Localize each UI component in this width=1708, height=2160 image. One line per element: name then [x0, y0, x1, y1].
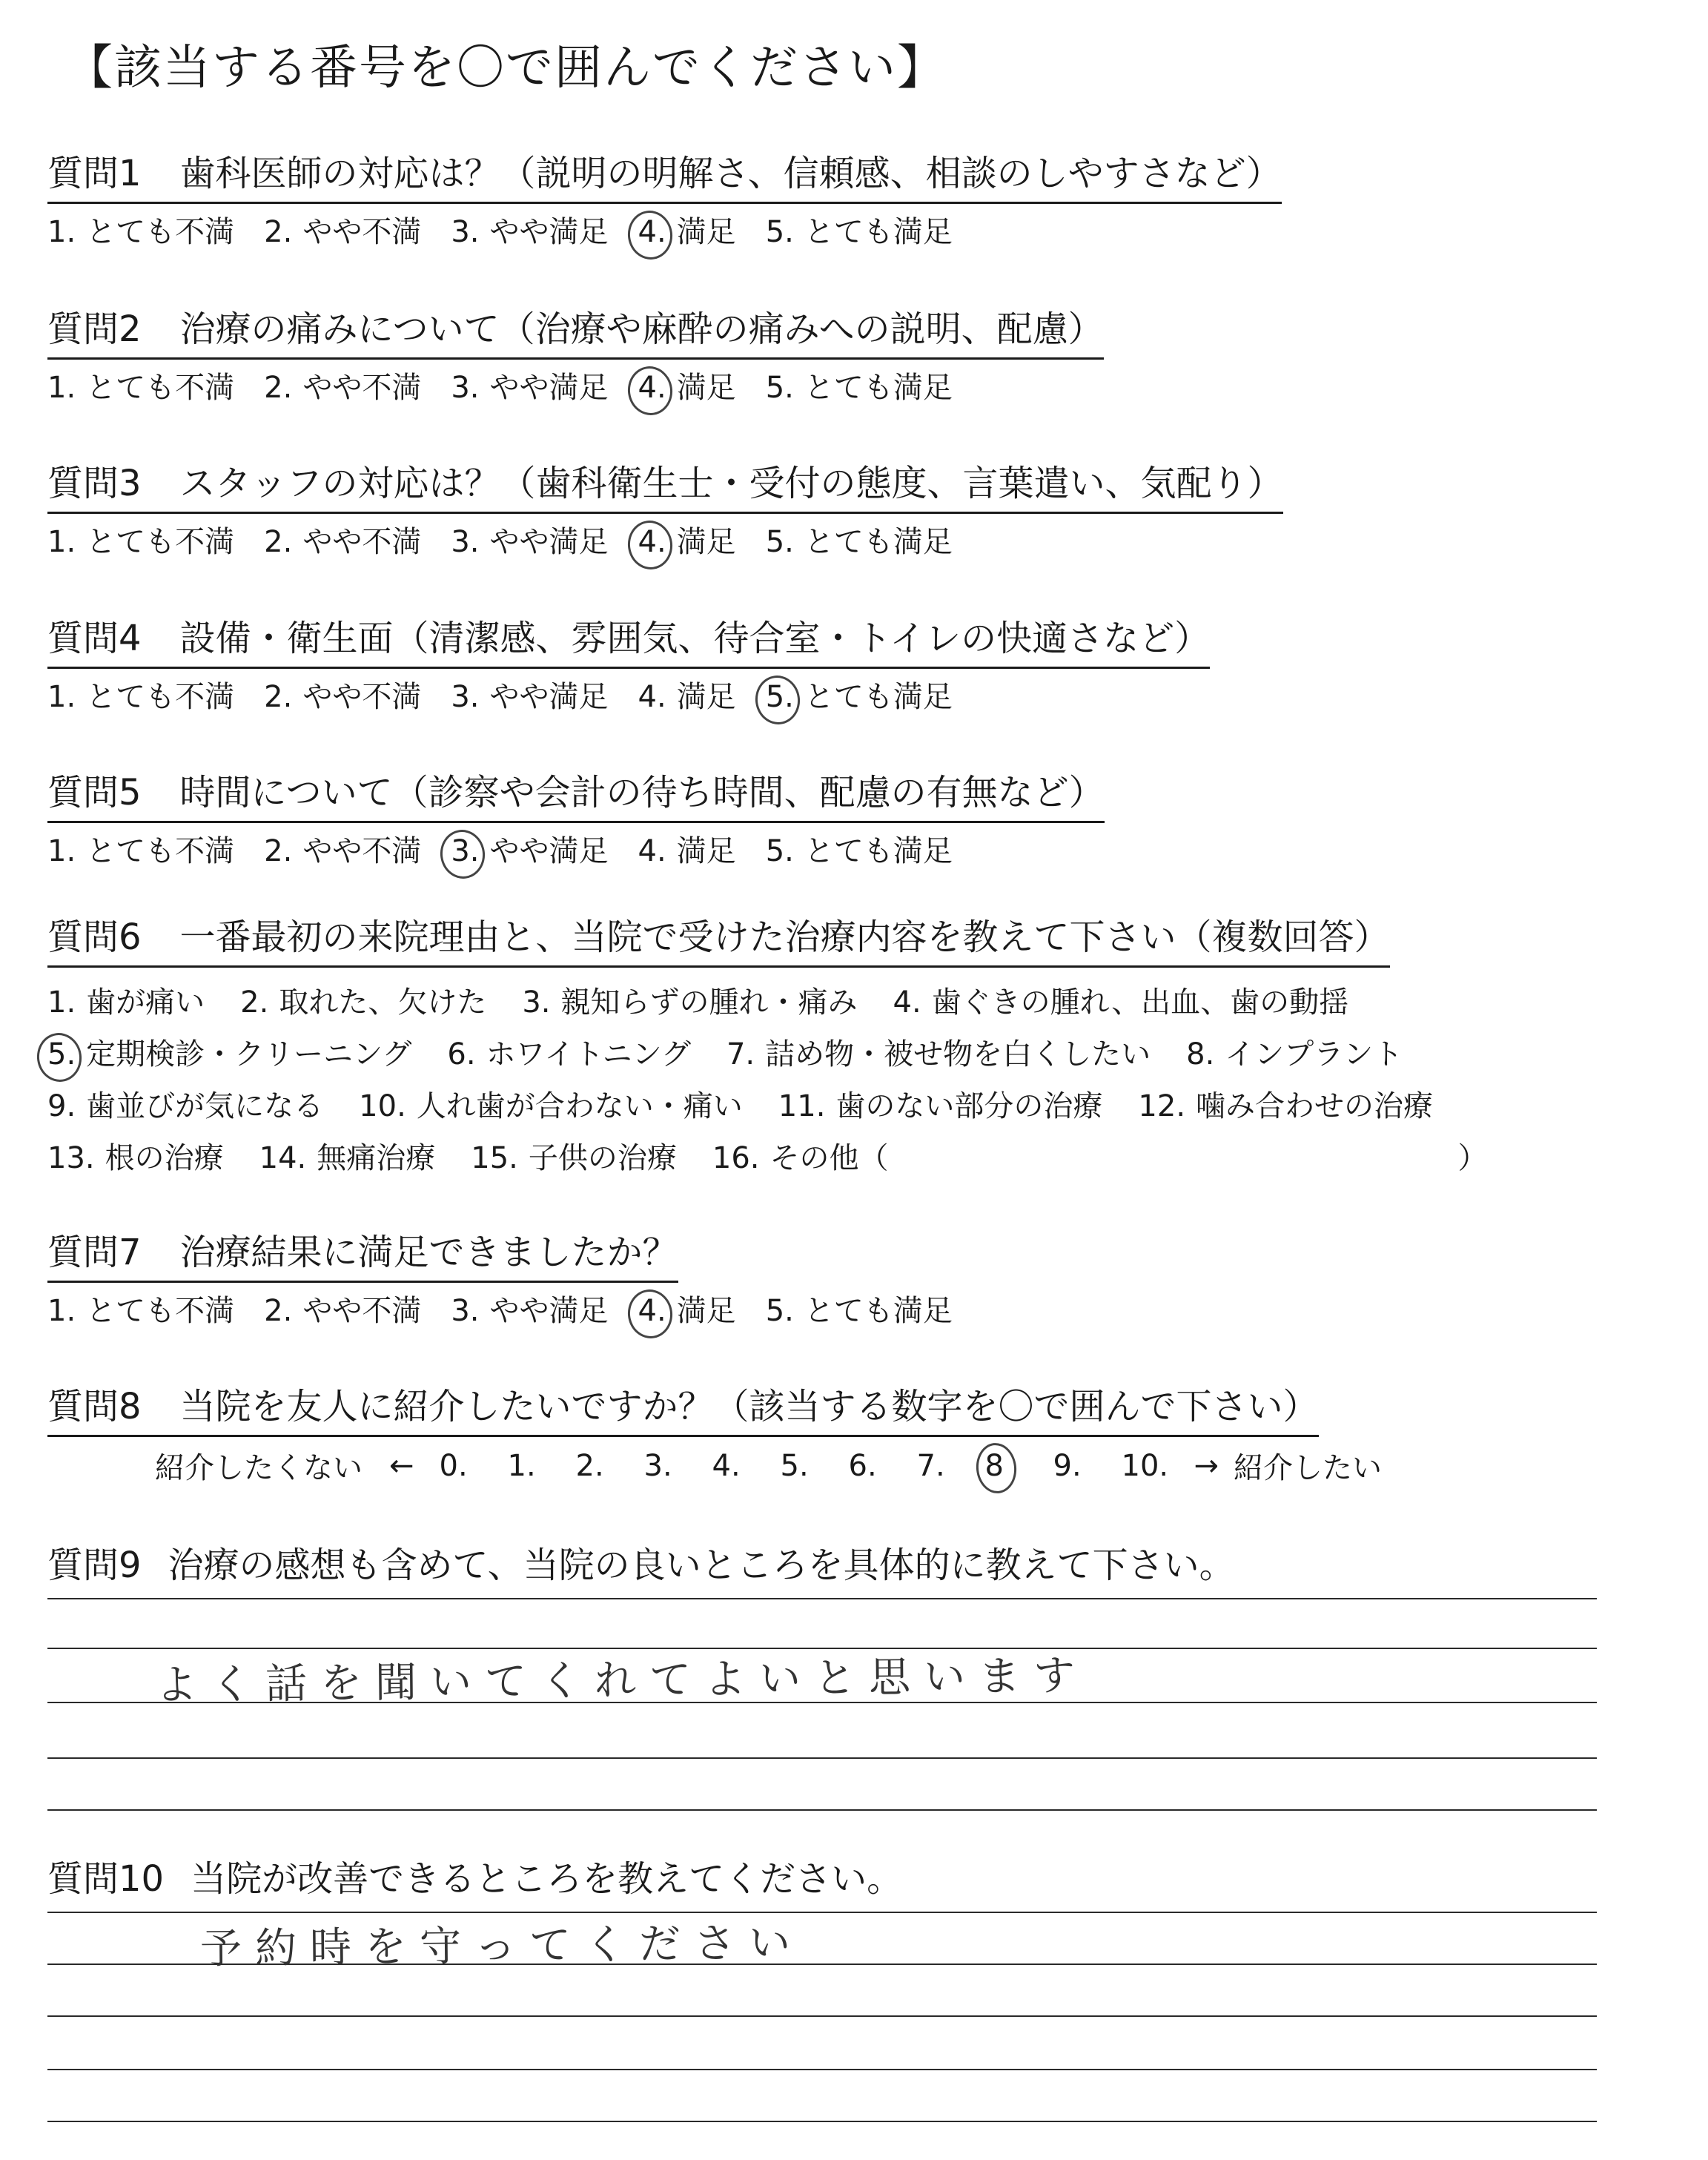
option-number: 1.: [47, 1294, 76, 1328]
rating-option-3[interactable]: [451, 1287, 608, 1330]
scale-right-label: 紹介したい: [1234, 1451, 1383, 1485]
rating-option-2[interactable]: [264, 673, 421, 716]
question-text: 設備・衛生面（清潔感、雰囲気、待合室・トイレの快適さなど）: [179, 618, 1211, 659]
question-7: [47, 1223, 982, 1330]
reason-option-2[interactable]: [240, 979, 486, 1021]
option-label: 取れた、欠けた: [279, 985, 487, 1020]
option-number: 15.: [471, 1140, 518, 1175]
scale-value-2[interactable]: 2.: [575, 1448, 604, 1483]
option-label: とても満足: [804, 371, 953, 405]
question-8: [47, 1378, 1382, 1487]
question-number: 質問7: [47, 1232, 142, 1273]
option-label: やや不満: [302, 1294, 422, 1328]
option-number: 2.: [264, 1294, 293, 1328]
question-8-title: [47, 1378, 1319, 1437]
option-label: やや不満: [302, 215, 422, 249]
option-label: とても不満: [86, 680, 235, 714]
question-6-options: [47, 974, 1488, 1181]
question-number: 質問3: [47, 463, 142, 504]
option-number: 5.: [47, 1037, 76, 1071]
question-10-title: [47, 1850, 902, 1901]
option-label: とても満足: [804, 834, 953, 868]
question-3: [47, 455, 1283, 561]
option-label: 根の治療: [105, 1140, 224, 1175]
option-number: 1.: [47, 680, 76, 714]
option-number: 1.: [47, 371, 76, 405]
option-number: 5.: [765, 834, 794, 868]
question-5-options: [47, 828, 1105, 870]
option-number: 6.: [447, 1037, 476, 1071]
question-1-options: [47, 208, 1282, 251]
scale-value-9[interactable]: 9.: [1053, 1448, 1082, 1483]
rating-option-1[interactable]: [47, 673, 234, 716]
question-7-title: [47, 1223, 678, 1283]
option-number: 16.: [712, 1140, 760, 1175]
scale-value-4[interactable]: 4.: [712, 1448, 741, 1483]
question-number: 質問9: [47, 1545, 142, 1586]
option-number: 4.: [638, 1294, 666, 1328]
right-arrow-icon: →: [1194, 1448, 1219, 1483]
option-number: 9.: [47, 1089, 76, 1123]
answer-line: [47, 1757, 1597, 1759]
scale-left-label: 紹介したくない: [155, 1451, 363, 1485]
option-number: 2.: [264, 680, 293, 714]
question-5-title: [47, 764, 1105, 823]
option-label: 親知らずの腫れ・痛み: [560, 985, 858, 1020]
question-number: 質問4: [47, 618, 142, 659]
option-label: 詰め物・被せ物を白くしたい: [765, 1037, 1151, 1071]
reason-option-10[interactable]: [359, 1083, 743, 1125]
option-label: やや満足: [489, 215, 609, 249]
question-text: 治療の感想も含めて、当院の良いところを具体的に教えて下さい。: [168, 1545, 1235, 1586]
reason-option-7[interactable]: [726, 1031, 1151, 1073]
reason-option-14[interactable]: [259, 1135, 436, 1177]
reason-option-3[interactable]: [522, 979, 857, 1021]
q9-handwritten-answer: よく話を聞いてくれてよいと思います: [155, 1651, 1089, 1710]
reason-option-4[interactable]: [893, 979, 1349, 1021]
question-2-options: [47, 364, 1104, 406]
reason-option-12[interactable]: [1138, 1083, 1433, 1125]
question-3-options: [47, 518, 1283, 561]
rating-option-3[interactable]: [451, 673, 608, 716]
option-label: とても満足: [804, 680, 953, 714]
rating-option-4[interactable]: [638, 364, 736, 406]
option-label: やや不満: [302, 680, 422, 714]
option-number: 14.: [259, 1140, 307, 1175]
option-label: やや満足: [489, 680, 609, 714]
answer-line: [47, 1809, 1597, 1811]
option-label: とても満足: [804, 1294, 953, 1328]
rating-option-1[interactable]: [47, 828, 234, 870]
option-label: 歯ぐきの腫れ、出血、歯の動揺: [931, 985, 1349, 1020]
option-number: 3.: [522, 985, 551, 1020]
rating-option-5[interactable]: [766, 828, 953, 870]
option-label: やや満足: [489, 525, 609, 559]
question-3-title: [47, 455, 1283, 514]
option-label: その他（: [769, 1140, 889, 1175]
scale-value-5[interactable]: 5.: [780, 1448, 809, 1483]
answer-line: [47, 2069, 1597, 2070]
rating-option-1[interactable]: [47, 208, 234, 251]
option-label: とても不満: [86, 834, 235, 868]
option-number: 2.: [240, 985, 269, 1020]
rating-option-4[interactable]: [638, 208, 736, 251]
recommend-scale: [155, 1444, 1382, 1487]
question-7-options: [47, 1287, 982, 1330]
left-arrow-icon: ←: [389, 1448, 414, 1483]
reason-option-15[interactable]: [471, 1135, 677, 1177]
option-number: 4.: [638, 371, 666, 405]
rating-option-3[interactable]: [451, 364, 608, 406]
reason-option-5[interactable]: [47, 1031, 411, 1073]
option-label: とても不満: [86, 371, 235, 405]
rating-option-4[interactable]: [638, 673, 736, 716]
rating-option-5[interactable]: [766, 673, 953, 716]
option-label: インプラント: [1225, 1037, 1403, 1071]
answer-line: [47, 2015, 1597, 2017]
option-row: [47, 974, 1488, 1025]
question-1: [47, 145, 1282, 251]
reason-option-16[interactable]: [712, 1135, 889, 1177]
option-number: 3.: [451, 1294, 480, 1328]
option-label: 満足: [676, 215, 736, 249]
option-number: 4.: [638, 680, 666, 714]
rating-option-5[interactable]: [766, 1287, 953, 1330]
option-number: 5.: [765, 1294, 794, 1328]
option-label: やや満足: [489, 1294, 609, 1328]
option-number: 5.: [765, 680, 794, 714]
question-4-options: [47, 673, 1210, 716]
option-number: 3.: [451, 215, 480, 249]
scale-value-1[interactable]: 1.: [507, 1448, 536, 1483]
question-4: [47, 610, 1210, 716]
question-6-title: [47, 908, 1390, 968]
scale-value-10[interactable]: 10.: [1121, 1448, 1169, 1483]
option-row: [47, 1129, 1488, 1181]
option-label: 人れ歯が合わない・痛い: [416, 1089, 743, 1123]
option-number: 1.: [47, 525, 76, 559]
option-number: 13.: [47, 1140, 95, 1175]
option-label: 子供の治療: [528, 1140, 677, 1175]
option-label: やや不満: [302, 525, 422, 559]
rating-option-2[interactable]: [264, 1287, 421, 1330]
reason-option-11[interactable]: [778, 1083, 1103, 1125]
answer-line: [47, 2121, 1597, 2122]
option-label: とても不満: [86, 1294, 235, 1328]
option-number: 3.: [451, 680, 480, 714]
option-number: 11.: [778, 1089, 826, 1123]
rating-option-3[interactable]: [451, 208, 608, 251]
question-number: 質問10: [47, 1858, 165, 1900]
question-2-title: [47, 300, 1104, 360]
option-number: 5.: [765, 371, 794, 405]
question-text: スタッフの対応は？（歯科衛生士・受付の態度、言葉遣い、気配り）: [179, 463, 1283, 504]
question-text: 治療の痛みについて（治療や麻酔の痛みへの説明、配慮）: [179, 308, 1104, 350]
scale-value-3[interactable]: 3.: [643, 1448, 672, 1483]
option-label: とても不満: [86, 525, 235, 559]
option-label: やや不満: [302, 834, 422, 868]
rating-option-2[interactable]: [264, 828, 421, 870]
option-label: 噛み合わせの治療: [1196, 1089, 1434, 1123]
reason-option-6[interactable]: [447, 1031, 691, 1073]
question-number: 質問8: [47, 1386, 142, 1427]
option-label: やや満足: [489, 371, 609, 405]
question-text: 当院が改善できるところを教えてください。: [191, 1858, 903, 1900]
option-label: やや不満: [302, 371, 422, 405]
reason-option-9[interactable]: [47, 1083, 323, 1125]
option-number: 2.: [264, 215, 293, 249]
option-number: 1.: [47, 834, 76, 868]
option-number: 2.: [264, 371, 293, 405]
option-number: 3.: [451, 371, 480, 405]
rating-option-2[interactable]: [264, 364, 421, 406]
option-row: [47, 1025, 1488, 1077]
option-number: 5.: [765, 525, 794, 559]
rating-option-4[interactable]: [638, 1287, 736, 1330]
option-number: 4.: [893, 985, 921, 1020]
option-number: 1.: [47, 985, 76, 1020]
option-label: 定期検診・クリーニング: [86, 1037, 412, 1071]
scale-value-0[interactable]: 0.: [439, 1448, 468, 1483]
rating-option-5[interactable]: [766, 208, 953, 251]
answer-line: [47, 1912, 1597, 1913]
question-2: [47, 300, 1104, 406]
question-4-title: [47, 610, 1210, 669]
option-label: とても不満: [86, 215, 235, 249]
rating-option-5[interactable]: [766, 364, 953, 406]
option-number: 3.: [451, 525, 480, 559]
option-number: 10.: [359, 1089, 406, 1123]
question-text: 歯科医師の対応は？（説明の明解さ、信頼感、相談のしやすさなど）: [179, 153, 1282, 194]
question-1-title: [47, 145, 1282, 204]
option-label: 満足: [676, 371, 736, 405]
option-number: 12.: [1138, 1089, 1186, 1123]
question-number: 質問6: [47, 916, 142, 958]
option-number: 4.: [638, 834, 666, 868]
option-label: とても満足: [804, 215, 953, 249]
reason-option-13[interactable]: [47, 1135, 224, 1177]
rating-option-3[interactable]: [451, 518, 608, 561]
option-label: 歯並びが気になる: [86, 1089, 324, 1123]
reason-option-8[interactable]: [1186, 1031, 1403, 1073]
scale-value-6[interactable]: 6.: [848, 1448, 877, 1483]
q10-handwritten-answer: 予約時を守ってください: [199, 1918, 804, 1974]
rating-option-1[interactable]: [47, 518, 234, 561]
option-number: 4.: [638, 525, 666, 559]
question-text: 時間について（診察や会計の待ち時間、配慮の有無など）: [179, 772, 1105, 813]
rating-option-5[interactable]: [766, 518, 953, 561]
question-number: 質問1: [47, 153, 142, 194]
question-text: 一番最初の来院理由と、当院で受けた治療内容を教えて下さい（複数回答）: [179, 916, 1390, 958]
question-9-title: [47, 1536, 1235, 1588]
rating-option-1[interactable]: [47, 364, 234, 406]
rating-option-2[interactable]: [264, 518, 421, 561]
option-number: 7.: [726, 1037, 755, 1071]
option-label: 満足: [676, 834, 736, 868]
scale-value-7[interactable]: 7.: [916, 1448, 945, 1483]
question-text: 治療結果に満足できましたか？: [179, 1232, 678, 1273]
reason-option-1[interactable]: [47, 979, 205, 1021]
option-number: 4.: [638, 215, 666, 249]
option-number: 2.: [264, 525, 293, 559]
option-row: [47, 1077, 1488, 1129]
instructions-header: 【該当する番号を〇で囲んでください】: [65, 41, 946, 96]
scale-value-8[interactable]: 8: [985, 1449, 1053, 1483]
option-label: 満足: [676, 1294, 736, 1328]
rating-option-4[interactable]: [638, 518, 736, 561]
question-6: [47, 908, 1488, 1181]
option-label: 歯が痛い: [86, 985, 205, 1020]
answer-line: [47, 1598, 1597, 1599]
option-label: 満足: [676, 525, 736, 559]
question-5: [47, 764, 1105, 870]
other-close-paren: ）: [1457, 1140, 1488, 1175]
option-label: 歯のない部分の治療: [835, 1089, 1103, 1123]
question-number: 質問2: [47, 308, 142, 350]
option-number: 1.: [47, 215, 76, 249]
option-label: とても満足: [804, 525, 953, 559]
question-number: 質問5: [47, 772, 142, 813]
question-text: 当院を友人に紹介したいですか？（該当する数字を〇で囲んで下さい）: [179, 1386, 1319, 1427]
rating-option-2[interactable]: [264, 208, 421, 251]
rating-option-1[interactable]: [47, 1287, 234, 1330]
option-label: 満足: [676, 680, 736, 714]
option-number: 3.: [451, 834, 480, 868]
option-label: 無痛治療: [317, 1140, 436, 1175]
option-label: ホワイトニング: [486, 1037, 691, 1071]
rating-option-3[interactable]: [451, 828, 608, 870]
option-number: 5.: [765, 215, 794, 249]
option-number: 8.: [1186, 1037, 1215, 1071]
option-number: 2.: [264, 834, 293, 868]
option-label: やや満足: [489, 834, 609, 868]
rating-option-4[interactable]: [638, 828, 736, 870]
